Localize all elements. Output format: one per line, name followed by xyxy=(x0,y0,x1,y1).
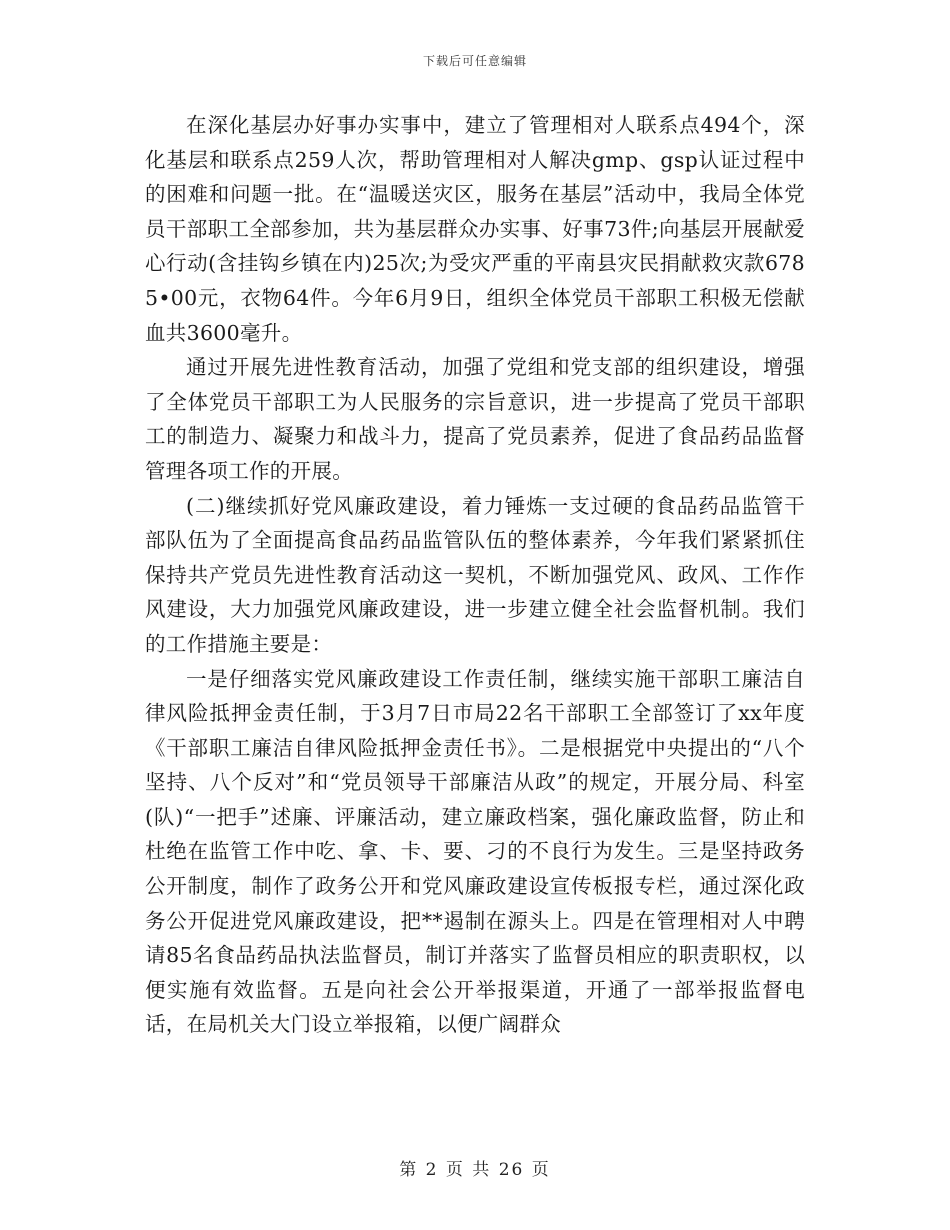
paragraph-work-measures: 一是仔细落实党风廉政建设工作责任制，继续实施干部职工廉洁自律风险抵押金责任制，于3月7日市局22名干部职工全部签订了xx年度《干部职工廉洁自律风险抵押金责任书》。二是根据党中央提出的“八个坚持、八个反对”和“党员领导干部廉洁从政”的规定，开展分局、科室(队)“一把手”述廉、评廉活动，建立廉政档案，强化廉政监督，防止和杜绝在监管工作中吃、拿、卡、要、刁的不良行为发生。三是坚持政务公开制度，制作了政务公开和党风廉政建设宣传板报专栏，通过深化政务公开促进党风廉政建设，把**遏制在源头上。四是在管理相对人中聘请85名食品药品执法监督员，制订并落实了监督员相应的职责职权，以便实施有效监督。五是向社会公开举报渠道，开通了一部举报监督电话，在局机关大门设立举报箱，以便广阔群众 xyxy=(145,666,805,1037)
paragraph-section-heading-anticorruption: (二)继续抓好党风廉政建设，着力锤炼一支过硬的食品药品监管干部队伍为了全面提高食品药品监管队伍的整体素养，今年我们紧紧抓住保持共产党员先进性教育活动这一契机，不断加强党风、政风、工作作风建设，大力加强党风廉政建设，进一步建立健全社会监督机制。我们的工作措施主要是： xyxy=(145,493,805,656)
paragraph-education-outcome: 通过开展先进性教育活动，加强了党组和党支部的组织建设，增强了全体党员干部职工为人民服务的宗旨意识，进一步提高了党员干部职工的制造力、凝聚力和战斗力，提高了党员素养，促进了食品药品监督管理各项工作的开展。 xyxy=(145,355,805,483)
page-number-footer: 第 2 页 共 26 页 xyxy=(399,1160,551,1180)
page-header: 下载后可任意编辑 xyxy=(422,54,527,68)
paragraph-volunteer-service: 在深化基层办好事办实事中，建立了管理相对人联系点494个，深化基层和联系点259人次，帮助管理相对人解决gmp、gsp认证过程中的困难和问题一批。在“温暖送灾区，服务在基层”活动中，我局全体党员干部职工全部参加，共为基层群众办实事、好事73件;向基层开展献爱心行动(含挂钩乡镇在内)25次;为受灾严重的平南县灾民捐献救灾款6785•00元，衣物64件。今年6月9日，组织全体党员干部职工积极无偿献血共3600毫升。 xyxy=(145,113,805,345)
document-body xyxy=(145,108,805,1042)
